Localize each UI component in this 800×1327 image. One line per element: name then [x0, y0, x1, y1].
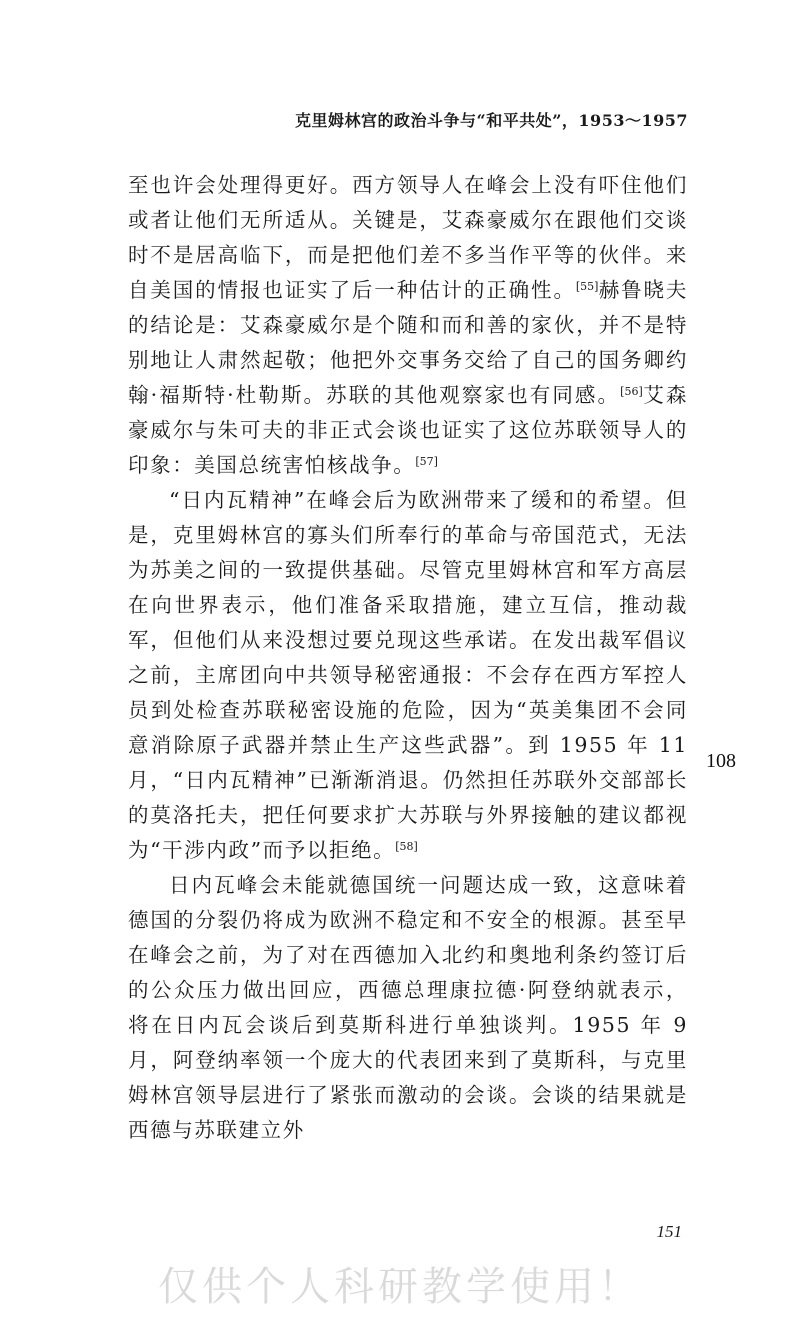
- text-segment: 日内瓦峰会未能就德国统一问题达成一致，这意味着德国的分裂仍将成为欧洲不稳定和不安全的根源。甚至早在峰会之前，为了对在西德加入北约和奥地利条约签订后的公众压力做出回应，西德总理康拉德·阿登纳就表示，将在日内瓦会谈后到莫斯科进行单独谈判。1955 年 9 月，阿登纳率领一个庞大的代表团来到了莫斯科，与克里姆林宫领导层进行了紧张而激动的会谈。会谈的结果就是西德与苏联建立外: [128, 873, 688, 1142]
- footnote-ref-55[interactable]: [55]: [575, 280, 599, 293]
- page-number: 151: [656, 1222, 682, 1241]
- paragraph-3: [128, 868, 688, 1148]
- body-text: [128, 168, 688, 1148]
- footnote-ref-56[interactable]: [56]: [620, 385, 643, 398]
- margin-page-number: 108: [706, 750, 736, 772]
- footnote-ref-58[interactable]: [58]: [395, 840, 418, 853]
- running-header: 克里姆林宫的政治斗争与“和平共处”，1953～1957: [295, 111, 688, 130]
- footnote-ref-57[interactable]: [57]: [415, 455, 438, 468]
- watermark: 仅供个人科研教学使用！: [158, 1264, 642, 1310]
- paragraph-1: [128, 168, 688, 483]
- paragraph-2: [128, 483, 688, 868]
- text-segment: 艾森豪威尔与朱可夫的非正式会谈也证实了这位苏联领导人的印象：美国总统害怕核战争。: [128, 383, 688, 477]
- text-segment: 赫鲁晓夫的结论是：艾森豪威尔是个随和而和善的家伙，并不是特别地让人肃然起敬；他把外交事务交给了自己的国务卿约翰·福斯特·杜勒斯。苏联的其他观察家也有同感。: [128, 278, 689, 407]
- text-segment: “日内瓦精神”在峰会后为欧洲带来了缓和的希望。但是，克里姆林宫的寡头们所奉行的革命与帝国范式，无法为苏美之间的一致提供基础。尽管克里姆林宫和军方高层在向世界表示，他们准备采取措施，建立互信，推动裁军，但他们从来没想过要兑现这些承诺。在发出裁军倡议之前，主席团向中共领导秘密通报：不会存在西方军控人员到处检查苏联秘密设施的危险，因为“英美集团不会同意消除原子武器并禁止生产这些武器”。到 1955 年 11 月，“日内瓦精神”已渐渐消退。仍然担任苏联外交部部长的莫洛托夫，把任何要求扩大苏联与外界接触的建议都视为“干涉内政”而予以拒绝。: [128, 488, 688, 862]
- text-segment: 至也许会处理得更好。西方领导人在峰会上没有吓住他们或者让他们无所适从。关键是，艾森豪威尔在跟他们交谈时不是居高临下，而是把他们差不多当作平等的伙伴。来自美国的情报也证实了后一种估计的正确性。: [128, 173, 688, 302]
